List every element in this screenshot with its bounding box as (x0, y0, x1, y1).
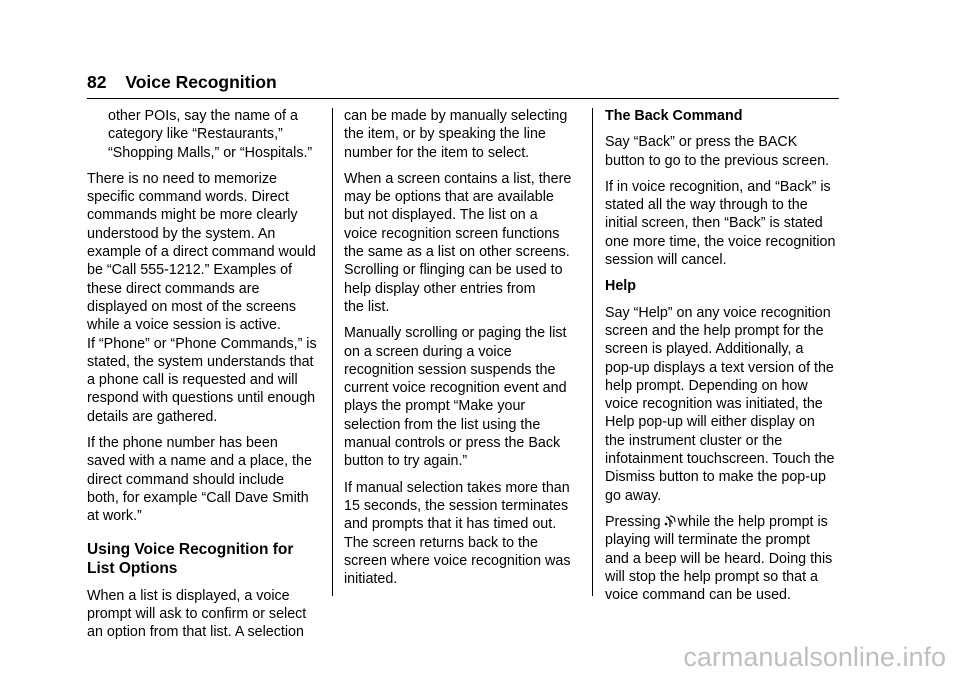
back-command-heading: The Back Command (605, 108, 743, 124)
column-right (605, 107, 841, 612)
saved-number-paragraph: If the phone number has been saved with a name and a place, the direct command should include both, for example “Call Dave Smith at work.” (87, 435, 312, 525)
manual-scrolling-paragraph: Manually scrolling or paging the list on a screen during a voice recognition session suspends the current voice recognition event and plays the prompt “Make your selection from the list using the manual controls or press the Back button to try again.” (344, 325, 567, 470)
page-header (87, 70, 277, 94)
column-divider-right (592, 108, 593, 596)
selection-continued-paragraph: can be made by manually selecting the item, or by speaking the line number for the item to select. (344, 108, 568, 161)
column-divider-left (332, 108, 333, 596)
help-terminate-text: playing will terminate the prompt and a beep will be heard. Doing this will stop the help prompt so that a voice command can be used. (605, 532, 833, 604)
help-paragraph-2 (605, 513, 841, 604)
header-rule (87, 98, 839, 99)
column-middle (344, 107, 580, 596)
help-pressing-text: Pressing (605, 513, 661, 530)
back-command-paragraph-2: If in voice recognition, and “Back” is stated all the way through to the initial screen, then “Back” is stated one more time, the voice recognition session will cancel. (605, 178, 836, 269)
column-left (87, 107, 327, 649)
list-options-heading: Using Voice Recognition for List Options (87, 540, 294, 578)
help-paragraph-1: Say “Help” on any voice recognition screen and the help prompt for the screen is played. Additionally, a pop-up displays a text version of the help prompt. Depending on how voice recognition was initiated, the Help pop-up will either display on the instrument cluster or the infotainment touchscreen. Touch the Dismiss button to make the pop-up go away. (605, 304, 835, 504)
direct-commands-paragraph: There is no need to memorize specific command words. Direct commands might be more clearly understood by the system. An example of a direct command would be “Call 555-1212.” Examples of these direct commands are displayed on most of the screens while a voice session is active. If “Phone” or “Phone Commands,” is stated, the system understands that a phone call is requested and will respond with questions until enough details are gathered. (87, 170, 317, 425)
hidden-options-paragraph: When a screen contains a list, there may be options that are available but not displayed. The list on a voice recognition screen functions the same as a list on other screens. Scrolling or flinging can be used to help display other entries from the list. (344, 170, 572, 315)
page-number: 82 (87, 72, 107, 92)
help-while-text: while the help prompt is (677, 513, 828, 530)
list-options-paragraph: When a list is displayed, a voice prompt will ask to confirm or select an option from that list. A selection (87, 587, 307, 641)
intro-paragraph: other POIs, say the name of a category like “Restaurants,” “Shopping Malls,” or “Hospitals.” (108, 108, 313, 161)
help-heading: Help (605, 278, 636, 295)
push-to-talk-icon (664, 514, 676, 528)
section-title: Voice Recognition (125, 72, 277, 92)
watermark-text: carmanualsonline.info (683, 642, 946, 672)
timeout-paragraph: If manual selection takes more than 15 seconds, the session terminates and prompts that it has timed out. The screen returns back to the screen where voice recognition was initiated. (344, 479, 571, 588)
back-command-paragraph-1: Say “Back” or press the BACK button to go to the previous screen. (605, 134, 830, 169)
